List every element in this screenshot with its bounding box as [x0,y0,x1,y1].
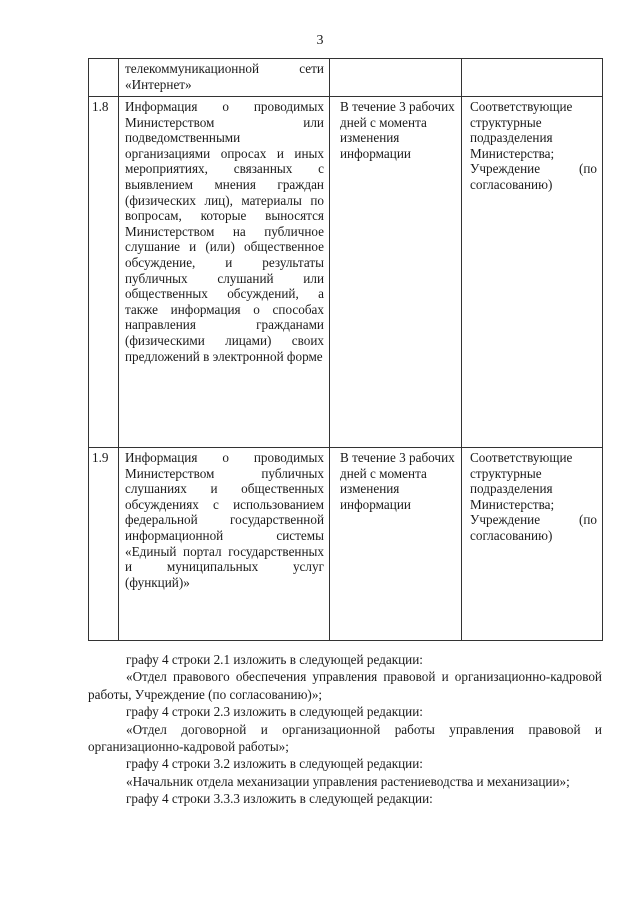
table-row [89,97,603,448]
responsible-cell: Соответствующие структурные подразделения Министерства; Учреждение (по согласованию) [462,97,603,448]
responsible-cell: Соответствующие структурные подразделения Министерства; Учреждение (по согласованию) [462,448,603,641]
amendment-paragraph: «Отдел правового обеспечения управления правовой и организационно-кадровой работы, Учреждение (по согласованию)»; [88,669,602,702]
page-number: 3 [316,33,324,48]
row-number-cell: 1.8 [89,97,119,448]
information-cell: Информация о проводимых Министерством или подведомственными организациями опросах и иных мероприятиях, связанных с выявлением мнения граждан (физических лиц), материалы по вопросам, которые выносятся Министерством на публичное слушание и (или) общественное обсуждение, и результаты публичных слушаний или общественных обсуждений, а также информация о способах направления гражданами (физическими лицами) своих предложений в электронной форме [119,97,330,448]
amendment-paragraph: графу 4 строки 2.3 изложить в следующей редакции: [126,704,423,720]
responsible-cell [462,59,603,97]
amendment-paragraph: «Начальник отдела механизации управления растениеводства и механизации»; [126,773,570,789]
amendment-paragraph: графу 4 строки 3.2 изложить в следующей редакции: [126,756,423,772]
row-number-cell: 1.9 [89,448,119,641]
amendment-paragraph: «Отдел договорной и организационной работы управления правовой и организационно-кадровой работы»; [88,721,602,755]
amendment-text [88,651,602,808]
amendment-paragraph: графу 4 строки 2.1 изложить в следующей редакции: [126,652,423,667]
measures-table [88,58,603,641]
amendment-paragraph: графу 4 строки 3.3.3 изложить в следующей редакции: [126,791,433,807]
table-row [89,59,603,97]
information-cell: телекоммуникационной сети «Интернет» [119,59,330,97]
information-cell: Информация о проводимых Министерством публичных слушаниях и общественных обсуждениях с использованием федеральной государственной информационной системы «Единый портал государственных и муниципальных услуг (функций)» [119,448,330,641]
deadline-cell: В течение 3 рабочих дней с момента изменения информации [330,448,462,641]
deadline-cell: В течение 3 рабочих дней с момента изменения информации [330,97,462,448]
row-number-cell [89,59,119,97]
deadline-cell [330,59,462,97]
table-row [89,448,603,641]
